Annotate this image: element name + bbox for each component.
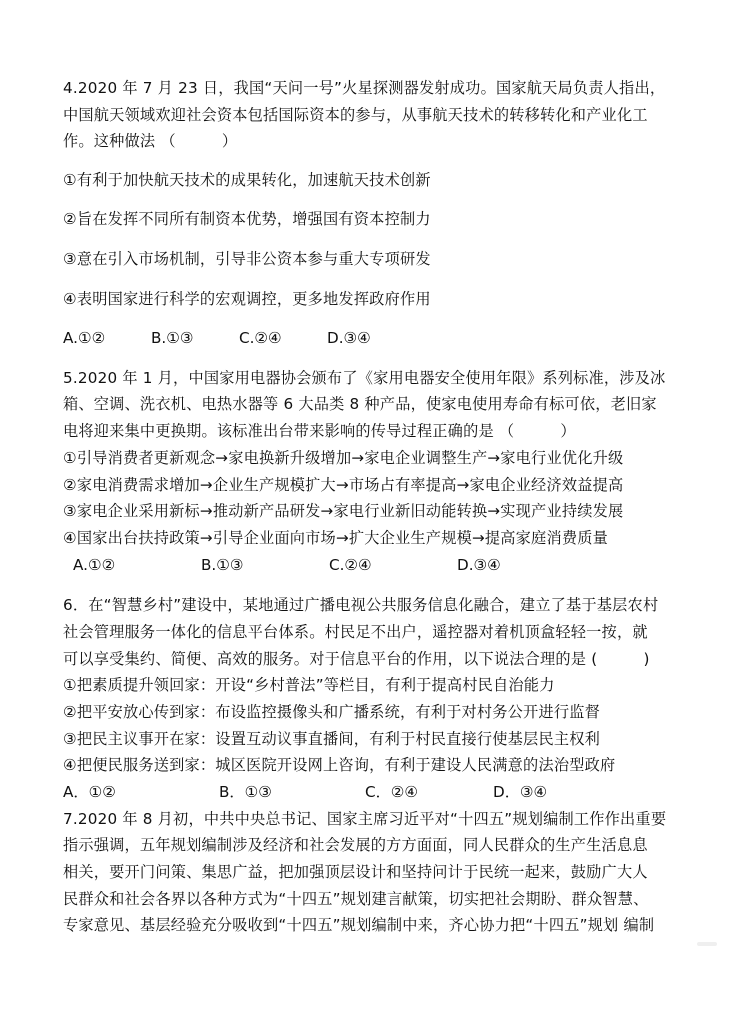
- q6-item-3: ③把民主议事开在家：设置互动议事直播间，有利于村民直接行使基层民主权利: [63, 730, 600, 748]
- q6-options: [63, 782, 547, 802]
- q5-stem-line-3: 电将迎来集中更换期。该标准出台带来影响的传导过程正确的是 （ ）: [63, 422, 576, 440]
- q6-stem-line-1: 6．在“智慧乡村”建设中，某地通过广播电视公共服务信息化融合，建立了基于基层农村: [63, 596, 659, 614]
- q4-item-1: ①有利于加快航天技术的成果转化，加速航天技术创新: [63, 171, 431, 189]
- q4-stem-line-3: 作。这种做法 （ ）: [63, 132, 238, 150]
- q6-item-4: ④把便民服务送到家：城区医院开设网上咨询，有利于建设人民满意的法治型政府: [63, 756, 616, 774]
- q7-stem-line-1: 7.2020 年 8 月初，中共中央总书记、国家主席习近平对“十四五”规划编制工作作出重要: [63, 810, 667, 828]
- q6-option-a: A．①②: [63, 783, 116, 801]
- q4-stem-line-2: 中国航天领域欢迎社会资本包括国际资本的参与，从事航天技术的转移转化和产业化工: [63, 106, 648, 124]
- q6-option-c: C．②④: [365, 783, 419, 801]
- q6-stem-line-2: 社会管理服务一体化的信息平台体系。村民足不出户，遥控器对着机顶盒轻轻一按，就: [63, 623, 648, 641]
- q4-item-2: ②旨在发挥不同所有制资本优势，增强国有资本控制力: [63, 210, 431, 228]
- q5-item-2: ②家电消费需求增加→企业生产规模扩大→市场占有率提高→家电企业经济效益提高: [63, 476, 624, 494]
- q6-option-b: B．①③: [219, 783, 272, 801]
- q5-option-d: D.③④: [457, 556, 501, 574]
- q7-stem-line-3: 相关，要开门问策、集思广益，把加强顶层设计和坚持问计于民统一起来，鼓励广大人: [63, 863, 648, 881]
- q7-stem-line-4: 民群众和社会各界以各种方式为“十四五”规划建言献策，切实把社会期盼、群众智慧、: [63, 890, 649, 908]
- q4-option-a: A.①②: [63, 329, 106, 347]
- q5-option-b: B.①③: [201, 556, 244, 574]
- q4-item-4: ④表明国家进行科学的宏观调控，更多地发挥政府作用: [63, 290, 431, 308]
- q4-option-b: B.①③: [151, 329, 194, 347]
- q5-stem-line-2: 箱、空调、洗衣机、电热水器等 6 大品类 8 种产品，使家电使用寿命有标可依，老旧家: [63, 395, 657, 413]
- q4-stem-line-1: 4.2020 年 7 月 23 日，我国“天问一号”火星探测器发射成功。国家航天局负责人指出，: [63, 79, 666, 97]
- q5-option-a: A.①②: [73, 556, 116, 574]
- q5-item-4: ④国家出台扶持政策→引导企业面向市场→扩大企业生产规模→提高家庭消费质量: [63, 529, 608, 547]
- q4-option-c: C.②④: [239, 329, 282, 347]
- watermark-mark: [697, 940, 717, 948]
- q6-item-1: ①把素质提升领回家：开设“乡村普法”等栏目，有利于提高村民自治能力: [63, 676, 555, 694]
- q5-options: [73, 555, 501, 575]
- q5-option-c: C.②④: [329, 556, 372, 574]
- q5-item-3: ③家电企业采用新标→推动新产品研发→家电行业新旧动能转换→实现产业持续发展: [63, 502, 624, 520]
- q6-stem-line-3: 可以享受集约、简便、高效的服务。对于信息平台的作用，以下说法合理的是 ( ): [63, 650, 650, 668]
- q4-item-3: ③意在引入市场机制，引导非公资本参与重大专项研发: [63, 250, 431, 268]
- q4-options: [63, 328, 371, 348]
- q6-item-2: ②把平安放心传到家：布设监控摄像头和广播系统，有利于对村务公开进行监督: [63, 703, 600, 721]
- q5-item-1: ①引导消费者更新观念→家电换新升级增加→家电企业调整生产→家电行业优化升级: [63, 449, 624, 467]
- q7-stem-line-5: 专家意见、基层经验充分吸收到“十四五”规划编制中来，齐心协力把“十四五”规划 编制: [63, 916, 655, 934]
- q5-stem-line-1: 5.2020 年 1 月，中国家用电器协会颁布了《家用电器安全使用年限》系列标准，涉及冰: [63, 369, 666, 387]
- q6-option-d: D．③④: [493, 783, 548, 801]
- q7-stem-line-2: 指示强调，五年规划编制涉及经济和社会发展的方方面面，同人民群众的生产生活息息: [63, 836, 648, 854]
- q4-option-d: D.③④: [327, 329, 371, 347]
